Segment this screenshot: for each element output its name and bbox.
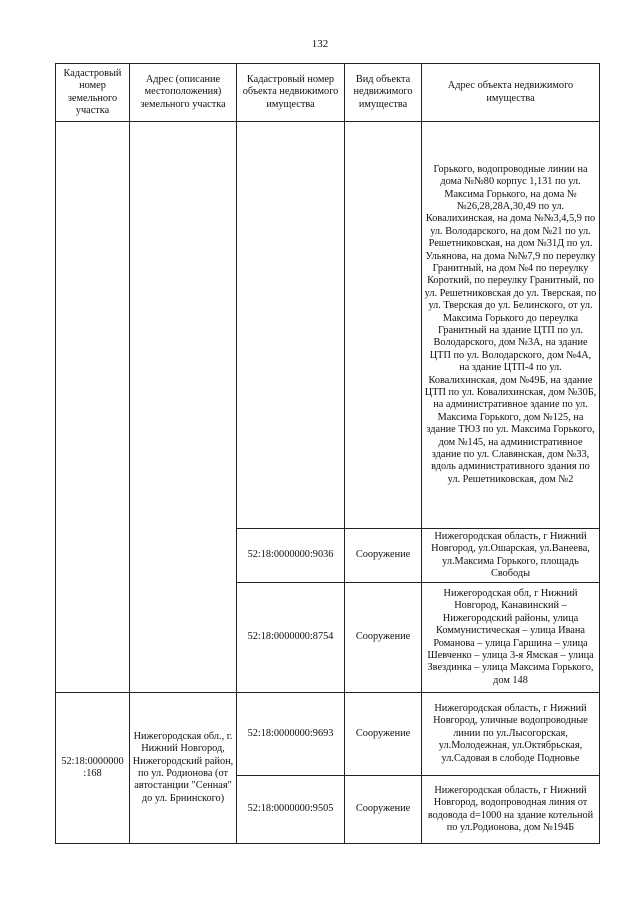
header-object-type: Вид объекта недвижимого имущества <box>345 64 422 122</box>
object-cadastral-cell <box>237 122 345 529</box>
object-address-cell: Нижегородская область, г Нижний Новгород, уличные водопроводные линии по ул.Лысогорская, ул.Молодежная, ул.Октябрьская, ул.Садовая в слободе Подновье <box>422 693 600 776</box>
object-cadastral-cell: 52:18:0000000:8754 <box>237 583 345 693</box>
object-type-cell: Сооружение <box>345 583 422 693</box>
object-type-cell: Сооружение <box>345 776 422 844</box>
object-address-cell: Нижегородская область, г Нижний Новгород, ул.Ошарская, ул.Ванеева, ул.Максима Горького, площадь Свободы <box>422 529 600 583</box>
object-address-cell: Нижегородская обл, г Нижний Новгород, Канавинский – Нижегородский районы, улица Коммунистическая – улица Ивана Романова – улица Гаршина – улица Шевченко – улица 3-я Ямская – улица Звездинка – улица Максима Горького, дом 148 <box>422 583 600 693</box>
header-land-cadastral: Кадастровый номер земельного участка <box>56 64 130 122</box>
page-number: 132 <box>311 38 329 50</box>
object-type-cell <box>345 122 422 529</box>
header-object-cadastral: Кадастровый номер объекта недвижимого имущества <box>237 64 345 122</box>
header-land-address: Адрес (описание местоположения) земельного участка <box>130 64 237 122</box>
land-address-cell <box>130 122 237 693</box>
object-type-cell: Сооружение <box>345 693 422 776</box>
object-address-cell: Нижегородская область, г Нижний Новгород, водопроводная линия от водовода d=1000 на здание котельной по ул.Родионова, дом №194Б <box>422 776 600 844</box>
object-cadastral-cell: 52:18:0000000:9505 <box>237 776 345 844</box>
object-type-cell: Сооружение <box>345 529 422 583</box>
registry-table <box>55 63 600 844</box>
land-cadastral-cell: 52:18:0000000 :168 <box>56 693 130 844</box>
land-address-cell: Нижегородская обл., г. Нижний Новгород, Нижегородский район, по ул. Родионова (от автостанции "Сенная" до ул. Брнинского) <box>130 693 237 844</box>
object-cadastral-cell: 52:18:0000000:9036 <box>237 529 345 583</box>
table-header-row <box>56 64 600 122</box>
land-cadastral-cell <box>56 122 130 693</box>
header-object-address: Адрес объекта недвижимого имущества <box>422 64 600 122</box>
table-row <box>56 693 600 776</box>
table-row <box>56 122 600 529</box>
object-address-cell: Горького, водопроводные линии на дома №№80 корпус 1,131 по ул. Максима Горького, на дома №№26,28,28А,30,49 по ул. Ковалихинская, на дома №№3,4,5,9 по ул. Володарского, на дом №21 по ул. Решетниковская, на дом №31Д по ул. Ульянова, на дома №№7,9 по переулку Гранитный, на дом №4 по переулку Короткий, по переулку Гранитный, по ул. Решетниковская до ул. Тверская, по ул. Тверская до ул. Белинского, от ул. Максима Горького до переулка Гранитный на здание ЦТП по ул. Володарского, дом №3А, на здание ЦТП по ул. Володарского, дом №4А, на здание ЦТП-4 по ул. Ковалихинская, дом №49Б, на здание ЦТП по ул. Ковалихинская, дом №30Б, на административное здание по ул. Максима Горького, дом №125, на здание ТЮЗ по ул. Максима Горького, дом №145, на административное здание по ул. Славянская, дом №33, вдоль административного здания по ул. Решетниковская, дом №2 <box>422 122 600 529</box>
object-cadastral-cell: 52:18:0000000:9693 <box>237 693 345 776</box>
